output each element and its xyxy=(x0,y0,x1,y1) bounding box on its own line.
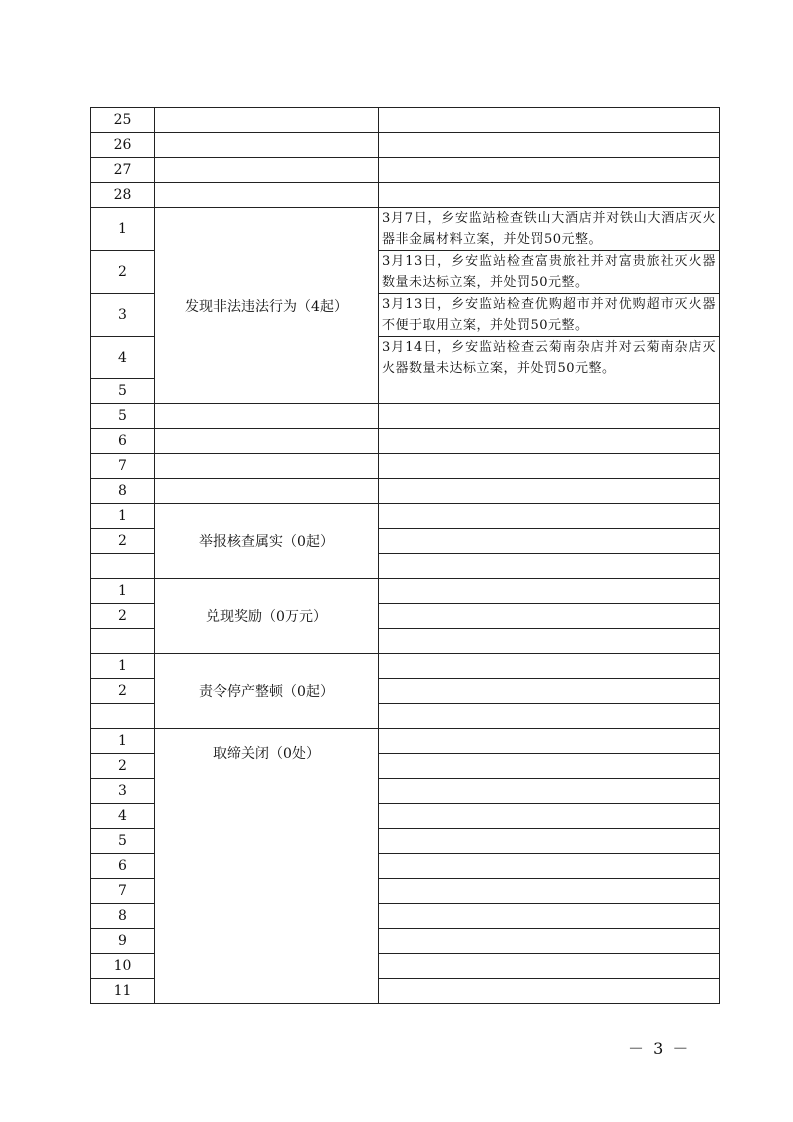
detail-cell xyxy=(379,829,720,854)
row-number xyxy=(91,704,155,729)
table-row xyxy=(91,729,720,754)
detail-cell xyxy=(379,679,720,704)
detail-cell xyxy=(379,404,720,429)
category-closure: 取缔关闭（0处） xyxy=(155,729,379,1004)
table-row xyxy=(91,133,720,158)
row-number xyxy=(91,629,155,654)
detail-cell xyxy=(379,183,720,208)
row-number: 4 xyxy=(91,804,155,829)
row-number: 1 xyxy=(91,654,155,679)
detail-cell xyxy=(379,929,720,954)
detail-cell xyxy=(379,729,720,754)
row-number: 7 xyxy=(91,879,155,904)
row-number: 8 xyxy=(91,479,155,504)
row-number: 11 xyxy=(91,979,155,1004)
detail-cell xyxy=(379,629,720,654)
row-number: 6 xyxy=(91,854,155,879)
detail-cell xyxy=(379,854,720,879)
row-number: 2 xyxy=(91,604,155,629)
detail-cell xyxy=(379,979,720,1004)
row-number: 1 xyxy=(91,208,155,251)
table-row xyxy=(91,108,720,133)
detail-cell: 3月13日，乡安监站检查优购超市并对优购超市灭火器不便于取用立案，并处罚50元整。 xyxy=(379,294,720,337)
table-row xyxy=(91,504,720,529)
row-number: 2 xyxy=(91,754,155,779)
row-number: 1 xyxy=(91,504,155,529)
category-cell xyxy=(155,404,379,429)
detail-cell xyxy=(379,554,720,579)
row-number: 3 xyxy=(91,294,155,337)
row-number: 2 xyxy=(91,529,155,554)
detail-cell xyxy=(379,754,720,779)
row-number: 28 xyxy=(91,183,155,208)
category-illegal-acts: 发现非法违法行为（4起） xyxy=(155,208,379,404)
category-cell xyxy=(155,454,379,479)
page-number: － 3 － xyxy=(628,1039,691,1058)
detail-cell xyxy=(379,604,720,629)
row-number: 5 xyxy=(91,829,155,854)
detail-cell xyxy=(379,654,720,679)
table-row xyxy=(91,654,720,679)
detail-cell xyxy=(379,158,720,183)
row-number: 2 xyxy=(91,679,155,704)
report-table xyxy=(90,107,720,1004)
row-number: 5 xyxy=(91,379,155,404)
detail-cell xyxy=(379,529,720,554)
row-number xyxy=(91,554,155,579)
row-number: 26 xyxy=(91,133,155,158)
detail-cell xyxy=(379,779,720,804)
row-number: 25 xyxy=(91,108,155,133)
category-cell xyxy=(155,158,379,183)
detail-cell xyxy=(379,429,720,454)
table-row xyxy=(91,454,720,479)
row-number: 4 xyxy=(91,337,155,379)
table-row xyxy=(91,208,720,251)
detail-cell: 3月13日，乡安监站检查富贵旅社并对富贵旅社灭火器数量未达标立案，并处罚50元整。 xyxy=(379,251,720,294)
row-number: 2 xyxy=(91,251,155,294)
category-cell xyxy=(155,108,379,133)
detail-cell xyxy=(379,804,720,829)
row-number: 1 xyxy=(91,729,155,754)
row-number: 3 xyxy=(91,779,155,804)
row-number: 1 xyxy=(91,579,155,604)
detail-cell: 3月7日，乡安监站检查铁山大酒店并对铁山大酒店灭火器非金属材料立案，并处罚50元整。 xyxy=(379,208,720,251)
category-cell xyxy=(155,183,379,208)
detail-cell xyxy=(379,704,720,729)
row-number: 8 xyxy=(91,904,155,929)
table-row xyxy=(91,429,720,454)
row-number: 6 xyxy=(91,429,155,454)
table-row xyxy=(91,158,720,183)
detail-cell xyxy=(379,133,720,158)
row-number: 27 xyxy=(91,158,155,183)
detail-cell xyxy=(379,108,720,133)
category-suspension: 责令停产整顿（0起） xyxy=(155,654,379,729)
detail-cell xyxy=(379,954,720,979)
detail-cell xyxy=(379,454,720,479)
row-number: 10 xyxy=(91,954,155,979)
detail-cell xyxy=(379,879,720,904)
category-cell xyxy=(155,133,379,158)
category-cell xyxy=(155,479,379,504)
table-row xyxy=(91,479,720,504)
detail-cell xyxy=(379,479,720,504)
detail-cell xyxy=(379,904,720,929)
table-row xyxy=(91,183,720,208)
detail-cell: 3月14日，乡安监站检查云菊南杂店并对云菊南杂店灭火器数量未达标立案，并处罚50元整。 xyxy=(379,337,720,404)
row-number: 5 xyxy=(91,404,155,429)
row-number: 7 xyxy=(91,454,155,479)
category-cell xyxy=(155,429,379,454)
category-reward: 兑现奖励（0万元） xyxy=(155,579,379,654)
detail-cell xyxy=(379,504,720,529)
table-row xyxy=(91,579,720,604)
report-table-container xyxy=(90,107,716,1004)
table-row xyxy=(91,404,720,429)
category-report-verified: 举报核查属实（0起） xyxy=(155,504,379,579)
detail-cell xyxy=(379,579,720,604)
row-number: 9 xyxy=(91,929,155,954)
